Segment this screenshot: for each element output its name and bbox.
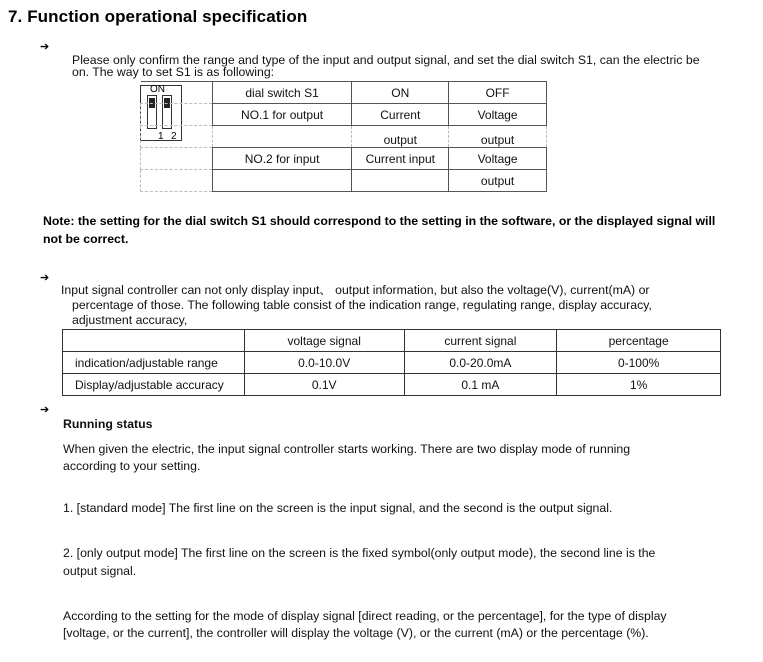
dip-num-1: 1 <box>158 131 164 142</box>
signal-row1-label: indication/adjustable range <box>63 352 245 374</box>
bullet-arrow-icon: ➔ <box>40 41 50 53</box>
dial-row1-off-b: output <box>449 126 547 148</box>
running-p2: 1. [standard mode] The first line on the screen is the input signal, and the second is the output signal. <box>63 501 613 515</box>
bullet-arrow-icon: ➔ <box>40 272 50 284</box>
dial-row2-off-b: output <box>449 170 547 192</box>
running-p1-line1: When given the electric, the input signal controller starts working. There are two display mode of running <box>63 442 631 456</box>
dial-switch-table <box>140 81 547 192</box>
section2-line3: adjustment accuracy, <box>72 313 188 327</box>
signal-table <box>62 329 721 396</box>
signal-row1-percentage: 0-100% <box>557 352 721 374</box>
running-p4-line2: [voltage, or the current], the controller will display the voltage (V), or the current (mA) or the percentage (%). <box>63 626 649 640</box>
dial-header-off: OFF <box>449 82 547 104</box>
dial-row2-on: Current input <box>352 148 449 170</box>
signal-row1-current: 0.0-20.0mA <box>404 352 557 374</box>
dial-row1-on-b: output <box>352 126 449 148</box>
signal-row2-current: 0.1 mA <box>404 374 557 396</box>
dial-header-s1: dial switch S1 <box>212 82 352 104</box>
signal-row2-voltage: 0.1V <box>244 374 404 396</box>
dial-row1-on-a: Current <box>352 104 449 126</box>
running-p3-line1: 2. [only output mode] The first line on the screen is the fixed symbol(only output mode), the second line is the <box>63 546 656 560</box>
note-line1: Note: the setting for the dial switch S1 should correspond to the setting in the software, or the displayed signal will <box>43 214 716 228</box>
section1-line1: Please only confirm the range and type of the input and output signal, and set the dial switch S1, can the electric be <box>72 53 700 67</box>
note-line2: not be correct. <box>43 232 129 246</box>
bullet-arrow-icon: ➔ <box>40 404 50 416</box>
running-heading: Running status <box>63 417 153 431</box>
signal-row2-percentage: 1% <box>557 374 721 396</box>
dip-num-2: 2 <box>171 131 177 142</box>
section-title: 7. Function operational specification <box>8 7 308 26</box>
signal-header-percentage: percentage <box>557 330 721 352</box>
signal-header-voltage: voltage signal <box>244 330 404 352</box>
running-p3-line2: output signal. <box>63 564 137 578</box>
dial-row1-off-a: Voltage <box>449 104 547 126</box>
dip-on-label: ON <box>150 84 165 95</box>
section2-line1: Input signal controller can not only display input、 output information, but also the voltage(V), current(mA) or <box>61 283 650 297</box>
signal-header-blank <box>63 330 245 352</box>
dial-row1-label: NO.1 for output <box>212 104 352 126</box>
dial-row2-off-a: Voltage <box>449 148 547 170</box>
dial-row2-label: NO.2 for input <box>212 148 352 170</box>
dial-header-on: ON <box>352 82 449 104</box>
signal-row2-label: Display/adjustable accuracy <box>63 374 245 396</box>
section1-line2: on. The way to set S1 is as following: <box>72 65 275 79</box>
running-p1-line2: according to your setting. <box>63 459 201 473</box>
running-p4-line1: According to the setting for the mode of display signal [direct reading, or the percentage], for the type of display <box>63 609 667 623</box>
section2-line2: percentage of those. The following table consist of the indication range, regulating range, display accuracy, <box>72 298 652 312</box>
signal-header-current: current signal <box>404 330 557 352</box>
signal-row1-voltage: 0.0-10.0V <box>244 352 404 374</box>
